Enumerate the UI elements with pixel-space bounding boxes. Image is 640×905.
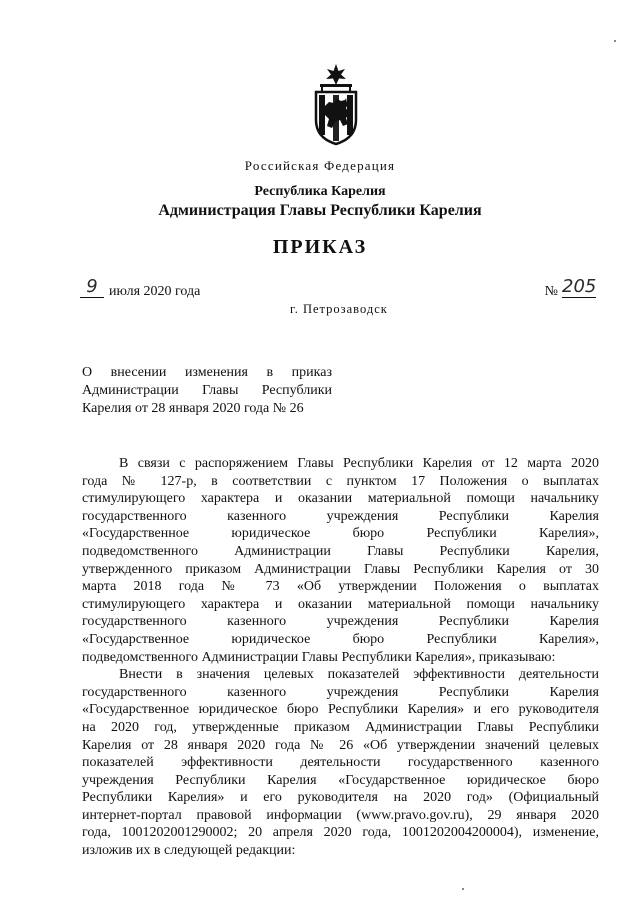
karelia-coat-of-arms-icon xyxy=(310,62,362,146)
country-name: Российская Федерация xyxy=(244,158,396,173)
order-date xyxy=(80,276,201,300)
handwritten-number: 205 xyxy=(562,276,597,297)
subject-line: О внесении изменения в приказ xyxy=(82,365,332,380)
body-line: «Государственное юридическое бюро Республики Карелия» и его руководителя xyxy=(82,702,599,718)
body-line: государственного казенного учреждения Республики Карелия xyxy=(82,508,599,524)
body-line: государственного казенного учреждения Республики Карелия xyxy=(82,614,599,630)
date-month-year: июля 2020 года xyxy=(109,284,201,299)
body-line: Внести в значения целевых показателей эффективности деятельности xyxy=(119,667,599,683)
body-line: показателей эффективности деятельности государственного казенного xyxy=(82,755,599,771)
body-line: подведомственного Администрации Главы Республики Карелия», приказываю: xyxy=(82,649,556,665)
body-line: на 2020 год, утвержденные приказом Администрации Главы Республики xyxy=(82,719,599,735)
body-line: Республики Карелия» и его руководителя на 2020 год» (Официальный xyxy=(82,790,599,806)
city-name: г. Петрозаводск xyxy=(290,302,388,316)
republic-name: Республика Карелия xyxy=(254,184,386,199)
body-line: стимулирующего характера и оказании материальной помощи начальнику xyxy=(82,596,599,612)
body-line: года, 1001202001290002; 20 апреля 2020 года, 1001202004200004), изменение, xyxy=(82,825,599,841)
body-line: стимулирующего характера и оказании материальной помощи начальнику xyxy=(82,491,599,507)
number-field xyxy=(562,278,596,298)
order-subject xyxy=(82,364,332,418)
body-line: государственного казенного учреждения Республики Карелия xyxy=(82,684,599,700)
body-line: «Государственное юридическое бюро Республики Карелия», xyxy=(82,526,599,542)
subject-line: Карелия от 28 января 2020 года № 26 xyxy=(82,401,304,416)
scan-speck xyxy=(462,888,464,890)
subject-line: Администрации Главы Республики xyxy=(82,383,332,398)
date-day-field xyxy=(80,278,104,298)
order-number xyxy=(544,276,597,300)
body-line: учреждения Республики Карелия «Государственное юридическое бюро xyxy=(82,772,599,788)
body-line: подведомственного Администрации Главы Республики Карелия, xyxy=(82,543,599,559)
scan-speck xyxy=(614,40,616,42)
administration-name: Администрация Главы Республики Карелия xyxy=(158,202,482,219)
body-line: года № 127-р, в соответствии с пунктом 17 Положения о выплатах xyxy=(82,473,599,489)
body-line: «Государственное юридическое бюро Республики Карелия», xyxy=(82,631,599,647)
body-line: В связи с распоряжением Главы Республики Карелия от 12 марта 2020 xyxy=(119,456,599,471)
order-body xyxy=(82,455,599,860)
handwritten-day: 9 xyxy=(86,276,98,297)
body-line: Карелия от 28 января 2020 года № 26 «Об утверждении значений целевых xyxy=(82,737,599,753)
body-line: марта 2018 года № 73 «Об утверждении Положения о выплатах xyxy=(82,579,599,595)
body-line: изложив их в следующей редакции: xyxy=(82,843,296,859)
body-line: утвержденного приказом Администрации Главы Республики Карелия от 30 xyxy=(82,561,599,577)
document-type-title: ПРИКАЗ xyxy=(272,236,368,258)
number-prefix: № xyxy=(544,284,558,299)
body-line: интернет-портал правовой информации (www.pravo.gov.ru), 29 января 2020 xyxy=(82,807,599,823)
